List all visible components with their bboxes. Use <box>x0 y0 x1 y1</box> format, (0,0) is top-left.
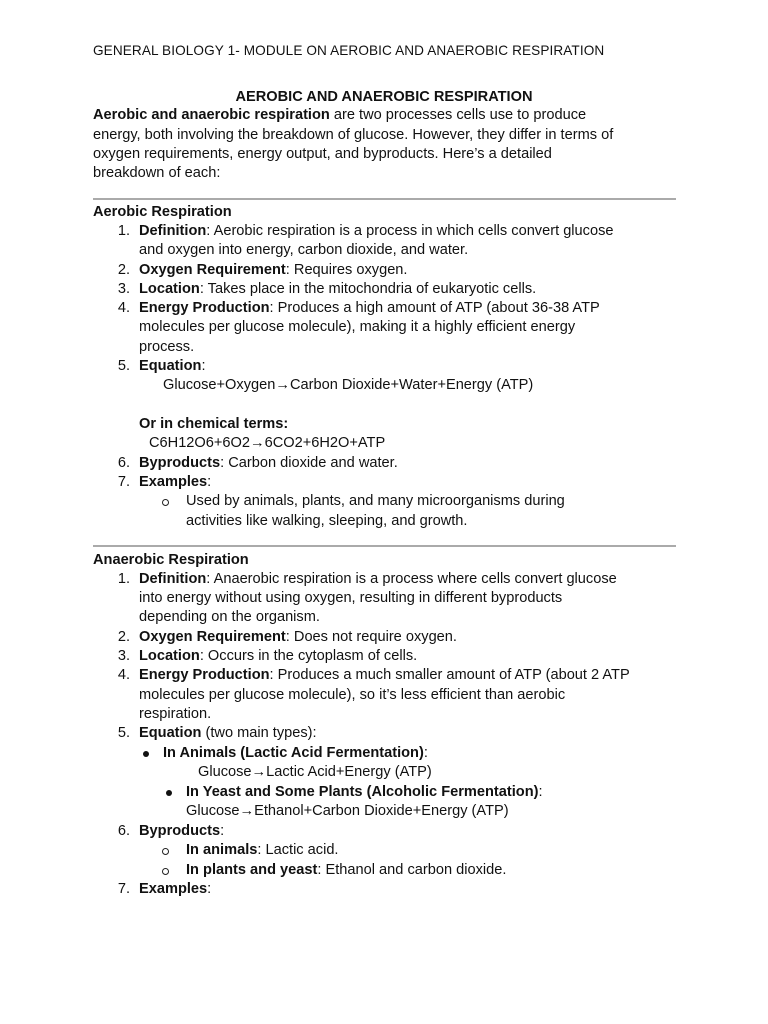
bullet-icon <box>143 751 149 757</box>
aerobic-equation-label: Equation: <box>139 358 206 374</box>
anaerobic-location: Location: Occurs in the cytoplasm of cells. <box>139 648 418 664</box>
anaerobic-energy-cont: respiration. <box>139 706 212 722</box>
aerobic-definition-cont: and oxygen into energy, carbon dioxide, and water. <box>139 242 469 258</box>
list-number: 7. <box>117 881 130 897</box>
list-number: 5. <box>117 725 130 741</box>
aerobic-example-text: Used by animals, plants, and many microorganisms during <box>186 493 565 509</box>
page-title: AEROBIC AND ANAEROBIC RESPIRATION <box>235 89 533 105</box>
intro-line-4: breakdown of each: <box>93 165 221 181</box>
list-number: 6. <box>117 455 130 471</box>
section-divider <box>93 198 676 200</box>
aerobic-examples: Examples: <box>139 474 212 490</box>
byproduct-animals: In animals: Lactic acid. <box>186 842 339 858</box>
list-number: 5. <box>117 358 130 374</box>
list-number: 7. <box>117 474 130 490</box>
aerobic-location: Location: Takes place in the mitochondria of eukaryotic cells. <box>139 281 537 297</box>
list-number: 3. <box>117 648 130 664</box>
animals-fermentation: In Animals (Lactic Acid Fermentation): <box>163 745 428 761</box>
anaerobic-heading: Anaerobic Respiration <box>93 552 249 568</box>
intro-line-3: oxygen requirements, energy output, and byproducts. Here’s a detailed <box>93 146 552 162</box>
intro-line-2: energy, both involving the breakdown of glucose. However, they differ in terms of <box>93 127 614 143</box>
aerobic-heading: Aerobic Respiration <box>93 204 232 220</box>
page-header: GENERAL BIOLOGY 1- MODULE ON AEROBIC AND ANAEROBIC RESPIRATION <box>93 43 605 58</box>
aerobic-definition: Definition: Aerobic respiration is a process in which cells convert glucose <box>139 223 614 239</box>
aerobic-oxygen: Oxygen Requirement: Requires oxygen. <box>139 262 408 278</box>
aerobic-example-text-cont: activities like walking, sleeping, and growth. <box>186 513 468 529</box>
chemical-terms-label: Or in chemical terms: <box>139 416 289 432</box>
circle-bullet-icon <box>162 868 169 875</box>
section-divider <box>93 545 676 547</box>
aerobic-equation-words: Glucose+Oxygen→Carbon Dioxide+Water+Energy (ATP) <box>163 377 534 393</box>
aerobic-byproducts: Byproducts: Carbon dioxide and water. <box>139 455 398 471</box>
anaerobic-oxygen: Oxygen Requirement: Does not require oxygen. <box>139 629 457 645</box>
anaerobic-energy-cont: molecules per glucose molecule), so it’s less efficient than aerobic <box>139 687 566 703</box>
anaerobic-examples: Examples: <box>139 881 212 897</box>
list-number: 2. <box>117 262 130 278</box>
aerobic-energy: Energy Production: Produces a high amount of ATP (about 36-38 ATP <box>139 300 600 316</box>
yeast-fermentation: In Yeast and Some Plants (Alcoholic Fermentation): <box>186 784 543 800</box>
circle-bullet-icon <box>162 848 169 855</box>
animals-equation: Glucose→Lactic Acid+Energy (ATP) <box>198 764 432 780</box>
list-number: 1. <box>117 571 130 587</box>
list-number: 1. <box>117 223 130 239</box>
list-number: 4. <box>117 667 130 683</box>
anaerobic-definition-cont: into energy without using oxygen, resulting in different byproducts <box>139 590 563 606</box>
list-number: 4. <box>117 300 130 316</box>
anaerobic-definition: Definition: Anaerobic respiration is a process where cells convert glucose <box>139 571 617 587</box>
aerobic-energy-cont: molecules per glucose molecule), making it a highly efficient energy <box>139 319 576 335</box>
list-number: 2. <box>117 629 130 645</box>
anaerobic-equation-label: Equation (two main types): <box>139 725 317 741</box>
aerobic-equation-chemical: C6H12O6+6O2→6CO2+6H2O+ATP <box>149 435 386 451</box>
anaerobic-definition-cont: depending on the organism. <box>139 609 320 625</box>
list-number: 3. <box>117 281 130 297</box>
yeast-equation: Glucose→Ethanol+Carbon Dioxide+Energy (ATP) <box>186 803 509 819</box>
anaerobic-energy: Energy Production: Produces a much smaller amount of ATP (about 2 ATP <box>139 667 630 683</box>
byproduct-plants: In plants and yeast: Ethanol and carbon dioxide. <box>186 862 507 878</box>
circle-bullet-icon <box>162 499 169 506</box>
intro-line-1: Aerobic and anaerobic respiration are two processes cells use to produce <box>93 107 587 123</box>
aerobic-energy-cont: process. <box>139 339 195 355</box>
anaerobic-byproducts: Byproducts: <box>139 823 225 839</box>
list-number: 6. <box>117 823 130 839</box>
bullet-icon <box>166 790 172 796</box>
